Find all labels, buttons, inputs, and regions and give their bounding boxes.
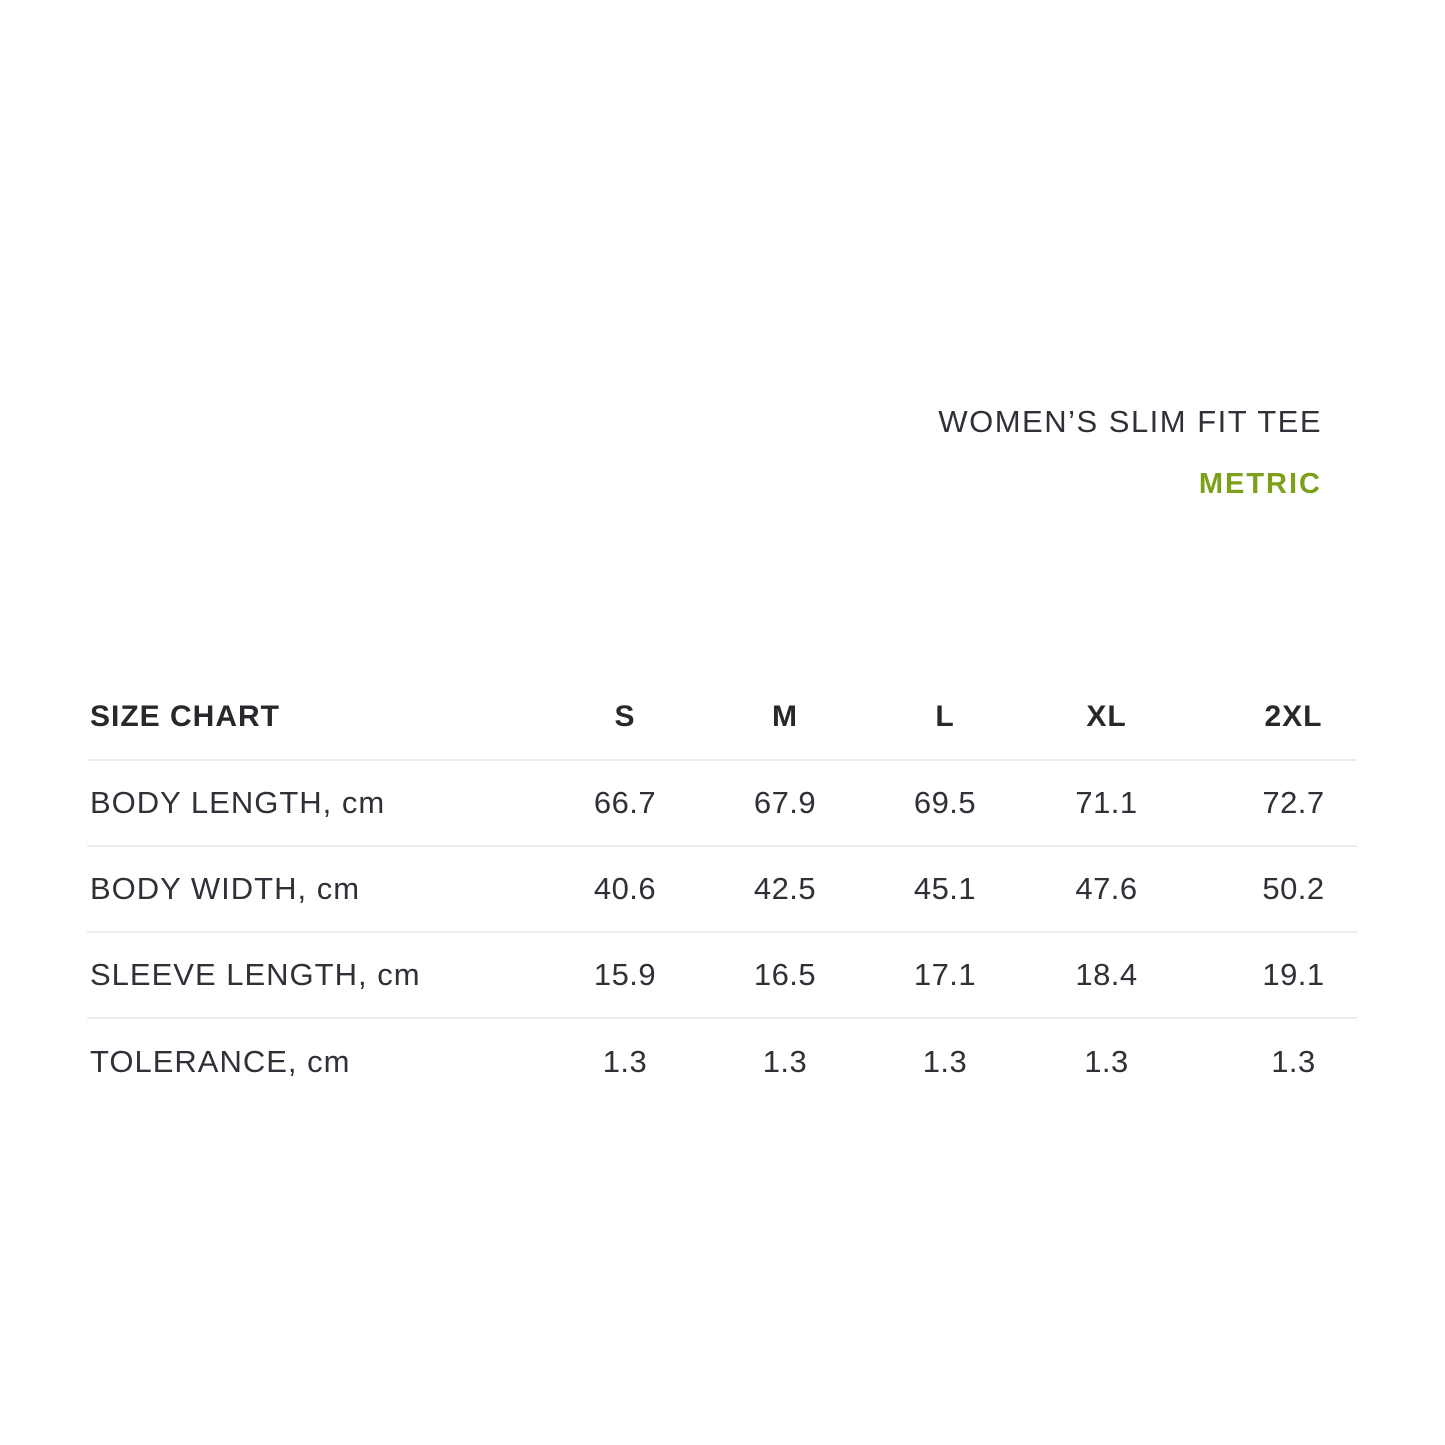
cell-value: 1.3 bbox=[602, 1043, 648, 1079]
product-title: WOMEN’S SLIM FIT TEE bbox=[938, 404, 1322, 439]
cell-value: 47.6 bbox=[1075, 871, 1138, 906]
cell-value: 45.1 bbox=[913, 871, 977, 906]
header bbox=[938, 404, 1322, 501]
row-label: SLEEVE LENGTH, cm bbox=[90, 957, 421, 992]
column-header-m: M bbox=[772, 700, 798, 733]
column-header-l: L bbox=[935, 700, 955, 733]
cell-value: 15.9 bbox=[593, 957, 657, 992]
row-label: TOLERANCE, cm bbox=[90, 1043, 351, 1079]
cell-value: 72.7 bbox=[1262, 785, 1325, 820]
cell-value: 71.1 bbox=[1075, 785, 1138, 820]
cell-value: 1.3 bbox=[922, 1043, 968, 1079]
row-label: BODY LENGTH, cm bbox=[90, 785, 386, 820]
table-row-body-width bbox=[87, 846, 1357, 932]
cell-value: 1.3 bbox=[1271, 1043, 1316, 1079]
table-row-tolerance bbox=[87, 1018, 1357, 1104]
table-row-body-length bbox=[87, 760, 1357, 846]
cell-value: 66.7 bbox=[593, 785, 657, 820]
cell-value: 67.9 bbox=[753, 785, 817, 820]
cell-value: 1.3 bbox=[762, 1043, 808, 1079]
cell-value: 50.2 bbox=[1262, 871, 1325, 906]
column-header-xl: XL bbox=[1086, 700, 1127, 733]
column-header-2xl: 2XL bbox=[1264, 700, 1323, 733]
table-header-row bbox=[87, 675, 1357, 760]
cell-value: 42.5 bbox=[753, 871, 817, 906]
table-title: SIZE CHART bbox=[90, 700, 280, 733]
cell-value: 1.3 bbox=[1084, 1043, 1129, 1079]
table-row-sleeve-length bbox=[87, 932, 1357, 1018]
size-chart-table bbox=[87, 675, 1357, 1104]
size-chart-table-container bbox=[87, 675, 1357, 1104]
cell-value: 17.1 bbox=[913, 957, 977, 992]
metric-unit-toggle[interactable]: METRIC bbox=[1198, 468, 1322, 500]
column-header-s: S bbox=[614, 700, 636, 733]
cell-value: 16.5 bbox=[753, 957, 817, 992]
row-label: BODY WIDTH, cm bbox=[90, 871, 361, 906]
cell-value: 18.4 bbox=[1075, 957, 1138, 992]
cell-value: 19.1 bbox=[1262, 957, 1325, 992]
cell-value: 69.5 bbox=[913, 785, 977, 820]
cell-value: 40.6 bbox=[593, 871, 657, 906]
